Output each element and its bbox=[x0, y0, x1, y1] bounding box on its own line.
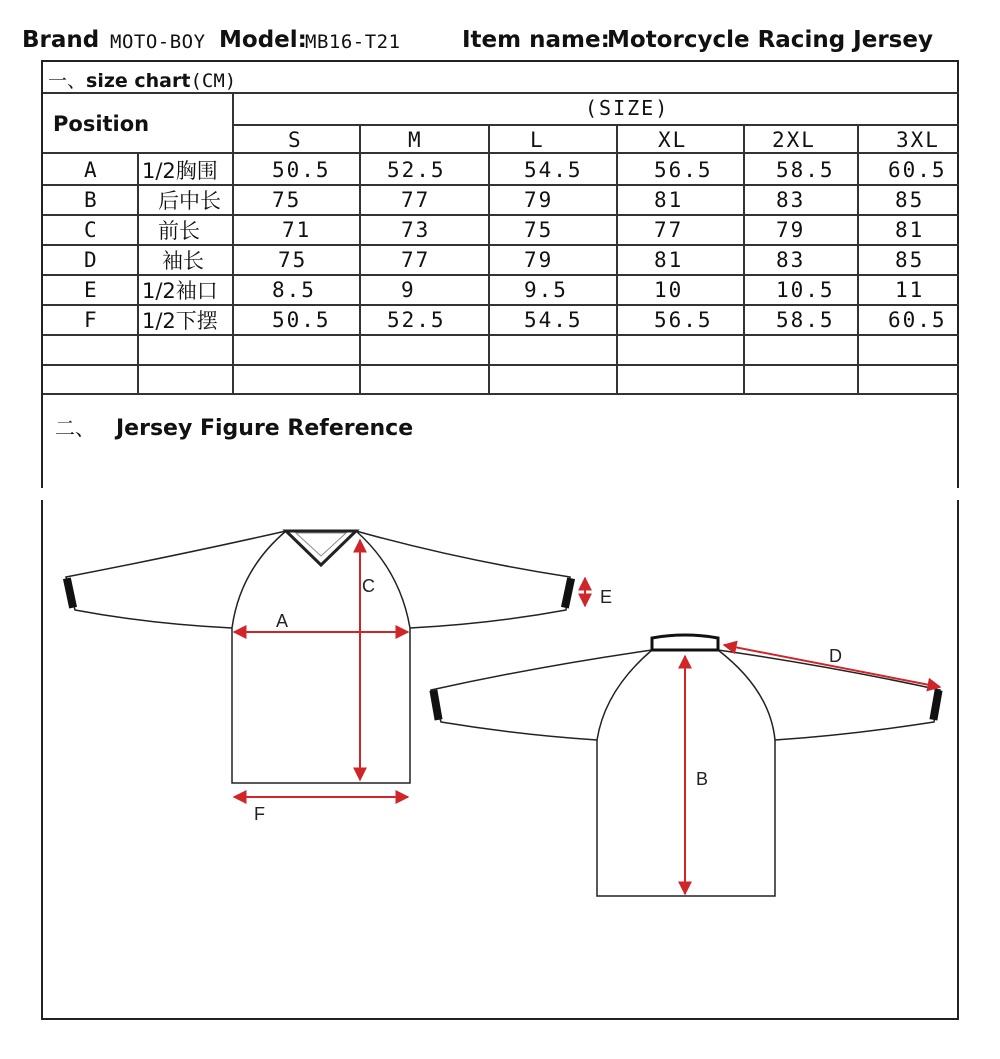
row-f-s: 50.5 bbox=[272, 308, 331, 332]
model-value: MB16-T21 bbox=[305, 31, 401, 53]
front-collar bbox=[286, 531, 356, 565]
row-d-m: 77 bbox=[401, 248, 431, 272]
row-c-s: 71 bbox=[282, 218, 312, 242]
row-b-position: B bbox=[84, 188, 99, 212]
row-c-m: 73 bbox=[401, 218, 431, 242]
row-b-s: 75 bbox=[272, 188, 302, 212]
row-a-3xl: 60.5 bbox=[888, 158, 947, 182]
row-d-position: D bbox=[84, 248, 99, 272]
row-e-2xl: 10.5 bbox=[776, 278, 835, 302]
row-f-l: 54.5 bbox=[524, 308, 583, 332]
label-e: E bbox=[600, 587, 613, 607]
row-e-part: 1/2袖口 bbox=[142, 279, 218, 303]
row-b-3xl: 85 bbox=[895, 188, 925, 212]
row-f-m: 52.5 bbox=[387, 308, 446, 332]
front-jersey-body bbox=[232, 628, 410, 783]
label-d: D bbox=[829, 646, 842, 666]
section1-unit: (CM) bbox=[190, 70, 237, 92]
row-b-m: 77 bbox=[401, 188, 431, 212]
size-col-3xl: 3XL bbox=[896, 128, 940, 152]
row-a-s: 50.5 bbox=[272, 158, 331, 182]
section2-prefix: 二、 bbox=[55, 416, 95, 440]
size-col-m: M bbox=[408, 128, 423, 152]
row-f-position: F bbox=[84, 308, 99, 332]
back-collar bbox=[652, 635, 718, 650]
position-header: Position bbox=[53, 112, 150, 136]
row-b-xl: 81 bbox=[654, 188, 684, 212]
row-a-xl: 56.5 bbox=[654, 158, 713, 182]
row-f-xl: 56.5 bbox=[654, 308, 713, 332]
front-left-cuff bbox=[63, 577, 77, 608]
row-d-s: 75 bbox=[278, 248, 308, 272]
row-c-2xl: 79 bbox=[776, 218, 806, 242]
row-c-3xl: 81 bbox=[895, 218, 925, 242]
row-f-part: 1/2下摆 bbox=[142, 309, 218, 333]
row-d-xl: 81 bbox=[654, 248, 684, 272]
item-value: Motorcycle Racing Jersey bbox=[607, 27, 933, 53]
front-jersey bbox=[66, 531, 570, 783]
row-a-part: 1/2胸围 bbox=[142, 159, 218, 183]
front-right-sleeve bbox=[356, 531, 570, 628]
row-d-l: 79 bbox=[524, 248, 554, 272]
back-left-raglan bbox=[597, 650, 652, 740]
back-left-cuff bbox=[429, 690, 442, 721]
row-d-3xl: 85 bbox=[895, 248, 925, 272]
section1-title-text: size chart bbox=[86, 70, 191, 92]
row-a-2xl: 58.5 bbox=[776, 158, 835, 182]
row-e-m: 9 bbox=[401, 278, 416, 302]
section2-title-text: Jersey Figure Reference bbox=[116, 416, 414, 441]
back-right-cuff bbox=[929, 690, 942, 721]
row-e-s: 8.5 bbox=[272, 278, 316, 302]
row-f-2xl: 58.5 bbox=[776, 308, 835, 332]
row-d-2xl: 83 bbox=[776, 248, 806, 272]
row-d-part: 袖长 bbox=[162, 249, 204, 273]
label-c: C bbox=[362, 576, 375, 596]
label-f: F bbox=[254, 804, 265, 824]
back-left-sleeve bbox=[431, 650, 652, 740]
row-a-position: A bbox=[84, 158, 99, 182]
brand-value: MOTO-BOY bbox=[110, 31, 206, 53]
row-b-l: 79 bbox=[524, 188, 554, 212]
size-header: (SIZE) bbox=[585, 96, 670, 120]
row-f-3xl: 60.5 bbox=[888, 308, 947, 332]
row-c-position: C bbox=[84, 218, 99, 242]
row-e-xl: 10 bbox=[654, 278, 684, 302]
model-label: Model: bbox=[219, 27, 307, 53]
row-a-m: 52.5 bbox=[387, 158, 446, 182]
size-col-l: L bbox=[530, 128, 545, 152]
front-left-sleeve bbox=[66, 531, 286, 628]
front-collar-inner bbox=[296, 533, 346, 556]
size-col-xl: XL bbox=[658, 128, 688, 152]
back-right-raglan bbox=[718, 650, 775, 740]
row-e-3xl: 11 bbox=[895, 278, 925, 302]
brand-label: Brand bbox=[22, 27, 100, 53]
front-right-cuff bbox=[561, 577, 575, 608]
row-c-xl: 77 bbox=[654, 218, 684, 242]
row-b-2xl: 83 bbox=[776, 188, 806, 212]
row-c-part: 前长 bbox=[158, 219, 200, 243]
label-a: A bbox=[276, 611, 289, 631]
label-b: B bbox=[696, 769, 709, 789]
row-e-l: 9.5 bbox=[524, 278, 568, 302]
row-c-l: 75 bbox=[524, 218, 554, 242]
row-e-position: E bbox=[84, 278, 99, 302]
row-b-part: 后中长 bbox=[158, 189, 221, 213]
section1-prefix: 一、 bbox=[48, 70, 87, 92]
item-label: Item name: bbox=[462, 27, 610, 53]
row-a-l: 54.5 bbox=[524, 158, 583, 182]
size-col-2xl: 2XL bbox=[772, 128, 816, 152]
size-col-s: S bbox=[288, 128, 303, 152]
